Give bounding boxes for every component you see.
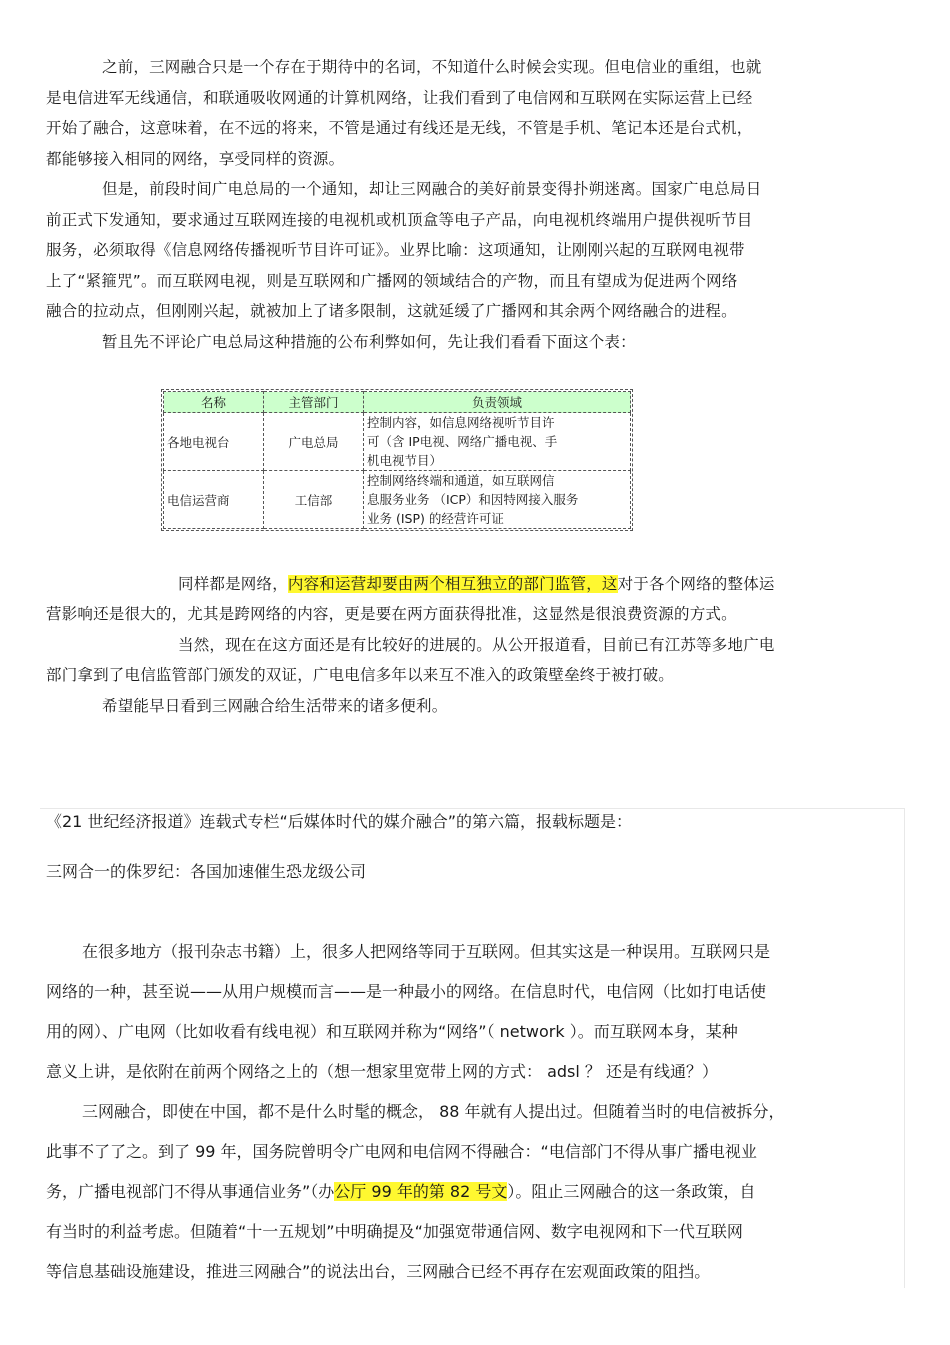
table-row — [164, 471, 631, 529]
table-header-row — [164, 392, 631, 413]
paragraph-line: 有当时的利益考虑。但随着“十一五规划”中明确提及“加强宽带通信网、数字电视网和下一代互联网 — [46, 1222, 743, 1241]
paragraph-line: 希望能早日看到三网融合给生活带来的诸多便利。 — [102, 697, 448, 715]
text-run: 同样都是网络， — [178, 575, 288, 593]
highlighted-text: 内容和运营却要由两个相互独立的部门监管，这 — [287, 575, 618, 593]
text-run: 务，广播电视部门不得从事通信业务”（办 — [46, 1182, 335, 1201]
scope-line: 控制网络终端和通道，如互联网信 — [367, 473, 555, 488]
scope-line: 业务 (ISP) 的经营许可证 — [367, 511, 504, 526]
highlighted-text: 公厅 99 年的第 82 号文 — [334, 1182, 508, 1201]
paragraph-line — [178, 574, 775, 594]
paragraph-line: 都能够接入相同的网络，享受同样的资源。 — [46, 150, 345, 168]
paragraph-line: 此事不了了之。到了 99 年，国务院曾明令广电网和电信网不得融合：“电信部门不得从事广播电视业 — [46, 1142, 757, 1161]
scope-line: 可（含 IP电视、网络广播电视、手 — [367, 434, 558, 449]
article-title: 三网合一的侏罗纪：各国加速催生恐龙级公司 — [46, 862, 367, 881]
paragraph-line: 网络的一种，甚至说——从用户规模而言——是一种最小的网络。在信息时代，电信网（比如打电话使 — [46, 982, 767, 1001]
paragraph-line: 部门拿到了电信监管部门颁发的双证，广电电信多年以来互不准入的政策壁垒终于被打破。 — [46, 666, 675, 684]
paragraph-line: 意义上讲，是依附在前两个网络之上的（想一想家里宽带上网的方式： adsl ？ 还是有线通？） — [46, 1062, 719, 1081]
table-cell-dept: 广电总局 — [264, 413, 364, 471]
paragraph-line: 开始了融合，这意味着，在不远的将来，不管是通过有线还是无线，不管是手机、笔记本还是台式机， — [46, 119, 753, 137]
paragraph-line: 三网融合，即使在中国，都不是什么时髦的概念， 88 年就有人提出过。但随着当时的电信被拆分， — [82, 1102, 785, 1121]
text-run: ）。阻止三网融合的这一条政策，自 — [507, 1182, 756, 1201]
scope-line: 机电视节目） — [367, 453, 443, 468]
paragraph-line: 前正式下发通知，要求通过互联网连接的电视机或机顶盒等电子产品，向电视机终端用户提供视听节目 — [46, 211, 753, 229]
paragraph-line: 用的网）、广电网（比如收看有线电视）和互联网并称为“网络”（ network ）。而互联网本身，某种 — [46, 1022, 738, 1041]
article-intro: 《21 世纪经济报道》连载式专栏“后媒体时代的媒介融合”的第六篇，报载标题是： — [46, 812, 633, 831]
paragraph-line: 之前，三网融合只是一个存在于期待中的名词，不知道什么时候会实现。但电信业的重组，也就 — [102, 58, 762, 76]
table-header: 名称 — [164, 392, 264, 413]
paragraph-line: 营影响还是很大的，尤其是跨网络的内容，更是要在两方面获得批准，这显然是很浪费资源的方式。 — [46, 605, 737, 623]
table-header: 主管部门 — [264, 392, 364, 413]
table-cell-dept: 工信部 — [264, 471, 364, 529]
paragraph-line: 服务，必须取得《信息网络传播视听节目许可证》。业界比喻：这项通知，让刚刚兴起的互联网电视带 — [46, 241, 745, 259]
text-run: 对于各个网络的整体运 — [617, 575, 775, 593]
regulation-table — [161, 389, 633, 531]
table-cell-name: 各地电视台 — [164, 413, 264, 471]
paragraph-line: 但是，前段时间广电总局的一个通知，却让三网融合的美好前景变得扑朔迷离。国家广电总局日 — [102, 180, 762, 198]
scope-line: 息服务业务 （ICP）和因特网接入服务 — [367, 492, 579, 507]
paragraph-line — [46, 1181, 755, 1203]
table-header: 负责领域 — [364, 392, 631, 413]
paragraph-line: 上了“紧箍咒”。而互联网电视，则是互联网和广播网的领域结合的产物，而且有望成为促进两个网络 — [46, 272, 738, 290]
table-row — [164, 413, 631, 471]
paragraph-line: 融合的拉动点，但刚刚兴起，就被加上了诸多限制，这就延缓了广播网和其余两个网络融合的进程。 — [46, 302, 737, 320]
paragraph-line: 是电信进军无线通信，和联通吸收网通的计算机网络，让我们看到了电信网和互联网在实际运营上已经 — [46, 89, 753, 107]
paragraph-line: 暂且先不评论广电总局这种措施的公布利弊如何，先让我们看看下面这个表： — [102, 333, 636, 351]
table-cell-scope — [364, 471, 631, 529]
scope-line: 控制内容，如信息网络视听节目许 — [367, 415, 555, 430]
paragraph-line: 等信息基础设施建设，推进三网融合”的说法出台，三网融合已经不再存在宏观面政策的阻挡。 — [46, 1262, 711, 1281]
paragraph-line: 当然，现在在这方面还是有比较好的进展的。从公开报道看，目前已有江苏等多地广电 — [178, 636, 775, 654]
paragraph-line: 在很多地方（报刊杂志书籍）上，很多人把网络等同于互联网。但其实这是一种误用。互联网只是 — [82, 942, 771, 961]
table-cell-scope — [364, 413, 631, 471]
table-cell-name: 电信运营商 — [164, 471, 264, 529]
